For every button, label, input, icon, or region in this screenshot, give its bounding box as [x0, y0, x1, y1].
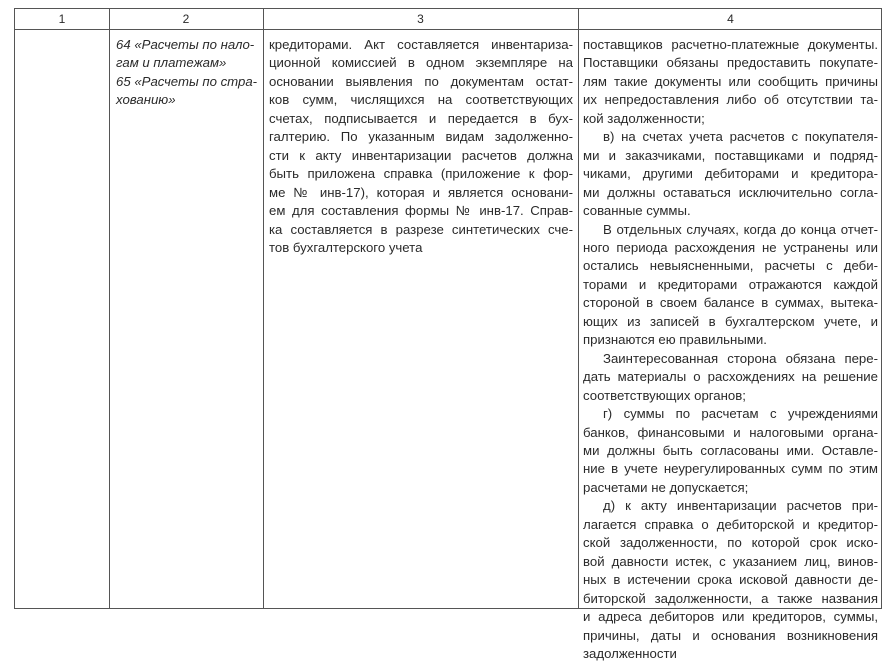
text-line: задолженности — [583, 645, 677, 661]
text-line: основании выявления по документам остат- — [269, 73, 573, 89]
paragraph — [583, 405, 878, 497]
text-line: и адреса дебиторов или кредиторов, суммы, — [583, 609, 878, 625]
text-line: ми должны оставаться исключительно согла- — [583, 184, 878, 200]
text-line: сти к акту инвентаризации расчетов должна — [269, 147, 573, 163]
paragraph — [583, 350, 878, 405]
text-line: кой задолженности; — [583, 110, 705, 126]
procedure-column — [269, 36, 573, 257]
text-line: лагается справка о дебиторской и кредитор- — [583, 516, 878, 532]
paragraph — [116, 73, 259, 110]
text-line: ми должны быть согласованы ими. Оставле- — [583, 442, 878, 458]
text-line: расчетами не допускается; — [583, 479, 749, 495]
text-line: банков, финансовыми и налоговыми органа- — [583, 424, 878, 440]
text-line: д) к акту инвентаризации расчетов при- — [603, 498, 878, 514]
text-line: остались невыясненными, расчеты с деби- — [583, 258, 878, 274]
text-line: гам и платежам» — [116, 55, 227, 71]
text-line: кредиторами. Акт составляется инвентариза- — [269, 37, 573, 52]
column-divider — [263, 9, 264, 608]
text-line: чиками, другими дебиторами и кредитора- — [583, 166, 878, 182]
text-line: ного периода расхождения не устранены или — [583, 239, 878, 255]
text-line: в) на счетах учета расчетов с покупателя- — [603, 129, 878, 145]
text-line: быть приложена справка (приложение к фор- — [269, 166, 573, 182]
paragraph — [583, 36, 878, 128]
text-line: ка составляется в разрезе синтетических сче- — [269, 221, 573, 237]
text-line: поставщиков расчетно-платежные документы. — [583, 37, 878, 52]
header-col-4: 4 — [727, 12, 734, 26]
text-line: сованные суммы. — [583, 203, 691, 219]
text-line: хованию» — [116, 92, 176, 108]
text-line: ков сумм, числящихся на соответствующих — [269, 92, 573, 108]
header-col-2: 2 — [182, 12, 190, 26]
paragraph — [269, 36, 573, 257]
text-line: стороной в своем балансе в суммах, вытека- — [583, 295, 878, 311]
text-line: ми и заказчиками, поставщиками и подряд- — [583, 147, 878, 163]
text-line: ме № инв-17), которая и является основани- — [269, 184, 573, 200]
text-line: Заинтересованная сторона обязана пере- — [603, 350, 878, 366]
text-line: счетах, подписывается и передается в бух- — [269, 110, 573, 126]
paragraph — [583, 221, 878, 350]
header-col-3: 3 — [417, 12, 424, 26]
text-line: торами и кредиторами отражаются каждой — [583, 276, 878, 292]
text-line: ных в истечении срока исковой давности де- — [583, 572, 878, 588]
text-line: тов бухгалтерского учета — [269, 239, 423, 255]
text-line: признаются ею правильными. — [583, 332, 767, 348]
notes-column — [583, 36, 878, 663]
text-line: г) суммы по расчетам с учреждениями — [603, 406, 878, 422]
text-line: биторской задолженности, а также названия — [583, 590, 878, 606]
column-divider — [109, 9, 110, 608]
text-line: В отдельных случаях, когда до конца отчет- — [603, 221, 878, 237]
text-line: соответствующих органов; — [583, 387, 746, 403]
text-line: их непредоставления либо об отсутствии та- — [583, 92, 878, 108]
text-line: ющих из записей в бухгалтерском учете, и — [583, 313, 878, 329]
text-line: ем для составления формы № инв-17. Справ- — [269, 203, 573, 219]
table-header-row — [15, 9, 881, 30]
column-divider — [578, 9, 579, 608]
text-line: 65 «Расчеты по стра- — [116, 73, 258, 89]
text-line: 64 «Расчеты по нало- — [116, 37, 255, 52]
document-table — [14, 8, 882, 661]
text-line: ционной комиссией в одном экземпляре на — [269, 55, 573, 71]
text-line: лям такие документы или сообщить причины — [583, 73, 878, 89]
text-line: дать материалы о расхождениях на решение — [583, 369, 878, 385]
text-line: причины, даты и основания возникновения — [583, 627, 878, 643]
header-col-1: 1 — [58, 12, 66, 26]
paragraph — [583, 128, 878, 220]
text-line: ние в учете неурегулированных сумм по этим — [583, 461, 878, 477]
text-line: Поставщики обязаны предоставить покупате- — [583, 55, 878, 71]
accounts-column — [116, 36, 259, 110]
text-line: галтерию. По указанным видам задолженно- — [269, 129, 573, 145]
text-line: вой давности истек, с указанием лиц, винов- — [583, 553, 878, 569]
paragraph — [116, 36, 259, 73]
paragraph — [583, 497, 878, 663]
text-line: ской задолженности, по которой срок иско- — [583, 535, 878, 551]
